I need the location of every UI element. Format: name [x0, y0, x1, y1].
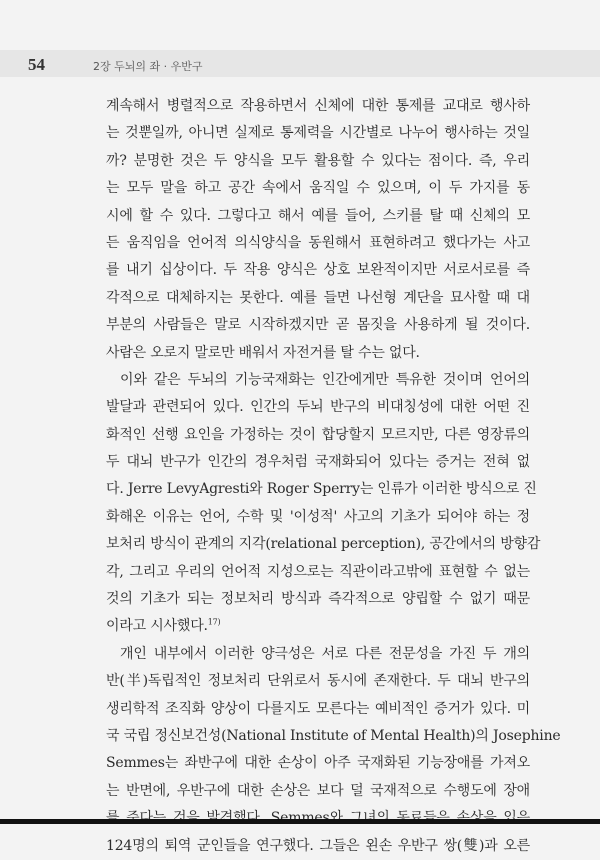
- text-line: 까? 분명한 것은 두 양식을 모두 활용할 수 있다는 점이다. 즉, 우리: [106, 152, 530, 169]
- text-line: 를 내기 십상이다. 두 작용 양식은 상호 보완적이지만 서로서로를 즉: [106, 262, 530, 279]
- text-line: 다. Jerre LevyAgresti와 Roger Sperry는 인류가 이러한 방식으로 진: [106, 481, 537, 498]
- text-line: 사람은 오로지 말로만 배워서 자전거를 탈 수는 없다.: [106, 344, 420, 361]
- paragraph-1: [106, 93, 530, 367]
- paragraph-3: [106, 641, 561, 860]
- text-line: 는 것뿐일까, 아니면 실제로 통제력을 시간별로 나누어 행사하는 것일: [106, 125, 530, 142]
- text-line: 는 반면에, 우반구에 대한 손상은 보다 덜 국재적으로 수행도에 장애: [106, 782, 530, 799]
- text-line: 각, 그리고 우리의 언어적 지성으로는 직관이라고밖에 표현할 수 없는: [106, 563, 530, 580]
- text-line-content: 이라고 시사했다.: [106, 618, 208, 635]
- text-line: 는 모두 말을 하고 공간 속에서 움직일 수 있으며, 이 두 가지를 동: [106, 180, 530, 197]
- text-line: 생리학적 조직화 양상이 다를지도 모른다는 예비적인 증거가 있다. 미: [106, 700, 530, 717]
- text-line: 두 대뇌 반구가 인간의 경우처럼 국재화되어 있다는 증거는 전혀 없: [106, 454, 530, 471]
- text-line: 반(半)독립적인 정보처리 단위로서 동시에 존재한다. 두 대뇌 반구의: [106, 673, 530, 690]
- text-line: 보처리 방식이 관계의 지각(relational perception), 공간에서의 방향감: [106, 536, 541, 553]
- text-line: 국 국립 정신보건성(National Institute of Mental Health)의 Josephine: [106, 727, 561, 744]
- text-line: 개인 내부에서 이러한 양극성은 서로 다른 전문성을 가진 두 개의: [120, 645, 530, 662]
- text-line: 화적인 선행 요인을 가정하는 것이 합당할지 모르지만, 다른 영장류의: [106, 426, 530, 443]
- page-number: 54: [28, 55, 45, 74]
- page-bottom-rule: [0, 819, 600, 824]
- text-line: Semmes는 좌반구에 대한 손상이 아주 국재화된 기능장애를 가져오: [106, 755, 530, 772]
- running-head-bar: [0, 50, 600, 77]
- text-line: 각적으로 대체하지는 못한다. 예를 들면 나선형 계단을 묘사할 때 대: [106, 289, 530, 306]
- text-line: 시에 할 수 있다. 그렇다고 해서 예를 들어, 스키를 탈 때 신체의 모: [106, 207, 530, 224]
- text-line: 화해온 이유는 언어, 수학 및 '이성적' 사고의 기초가 되어야 하는 정: [106, 508, 530, 525]
- text-line: 124명의 퇴역 군인들을 연구했다. 그들은 왼손 우반구 쌍(雙)과 오른: [106, 837, 530, 854]
- footnote-ref: 17): [207, 617, 221, 627]
- text-line: 이와 같은 두뇌의 기능국재화는 인간에게만 특유한 것이며 언어의: [120, 371, 530, 388]
- body-text: [106, 93, 561, 860]
- text-line: [106, 613, 530, 640]
- text-line: 부분의 사람들은 말로 시작하겠지만 곧 몸짓을 사용하게 될 것이다.: [106, 317, 530, 334]
- paragraph-2: [106, 367, 541, 641]
- text-line: 것의 기초가 되는 정보처리 방식과 즉각적으로 양립할 수 없기 때문: [106, 591, 530, 608]
- text-line: 계속해서 병렬적으로 작용하면서 신체에 대한 통제를 교대로 행사하: [106, 98, 530, 114]
- text-line: 든 움직임을 언어적 의식양식을 동원해서 표현하려고 했다가는 사고: [106, 234, 530, 251]
- text-line: 발달과 관련되어 있다. 인간의 두뇌 반구의 비대칭성에 대한 어떤 진: [106, 399, 530, 416]
- running-head: 2장 두뇌의 좌 · 우반구: [93, 60, 203, 73]
